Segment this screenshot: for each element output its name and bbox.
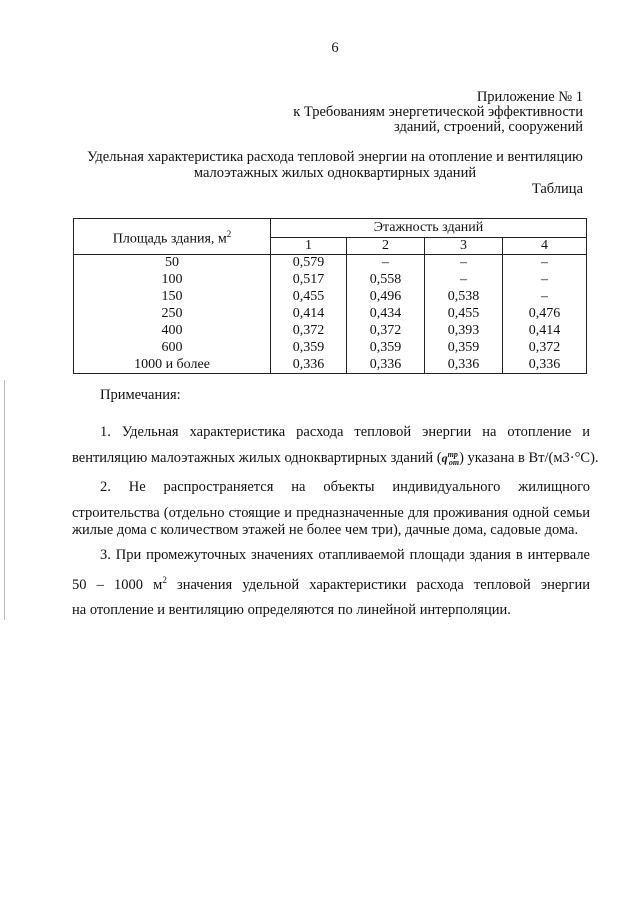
scan-edge [4,380,5,620]
area-cell: 100 [74,272,271,289]
note3-line2: 50 – 1000 $м^2$ значения удельной характеристики расхода тепловой энергии [72,575,590,593]
floor-col-3: 3 [425,238,503,255]
floor-col-4: 4 [503,238,587,255]
table-row [74,272,587,289]
floors-header: Этажность зданий [271,219,587,238]
value-cell: 0,336 [425,357,503,374]
area-cell: 150 [74,289,271,306]
appendix-line2: к Требованиям энергетической эффективности [293,104,583,120]
value-cell: – [503,289,587,306]
floor-col-2: 2 [347,238,425,255]
table-row [74,357,587,374]
area-cell: 400 [74,323,271,340]
value-cell: – [503,255,587,272]
notes-heading: Примечания: [100,387,181,403]
note2-line1: 2. Не распространяется на объекты индивидуального жилищного [100,479,590,495]
note3-line3: на отопление и вентиляцию определяются по линейной интерполяции. [72,602,511,618]
value-cell: 0,414 [503,323,587,340]
area-cell: 50 [74,255,271,272]
value-cell: – [425,255,503,272]
value-cell: 0,359 [271,340,347,357]
note2-line3: жилые дома с количеством этажей не более чем три), дачные дома, садовые дома. [72,522,579,538]
value-cell: 0,372 [503,340,587,357]
note1-line2: вентиляцию малоэтажных жилых одноквартирных зданий $(q^{тр}_{от})$ указана в Вт/(м3·°С). [72,450,599,468]
title-line2: малоэтажных жилых одноквартирных зданий [193,165,477,181]
value-cell: 0,359 [425,340,503,357]
value-cell: 0,414 [271,306,347,323]
value-cell: 0,393 [425,323,503,340]
value-cell: – [347,255,425,272]
q-symbol: $q^{тр}_{от}$ [441,450,460,468]
heat-characteristics-table [73,218,587,374]
area-cell: 250 [74,306,271,323]
value-cell: 0,538 [425,289,503,306]
value-cell: 0,359 [347,340,425,357]
value-cell: 0,455 [271,289,347,306]
appendix-line3: зданий, строений, сооружений [394,119,583,135]
value-cell: 0,336 [271,357,347,374]
value-cell: 0,496 [347,289,425,306]
area-header: Площадь здания, $м^2$ [74,219,271,255]
value-cell: 0,558 [347,272,425,289]
area-cell: 1000 и более [74,357,271,374]
area-cell: 600 [74,340,271,357]
table-label: Таблица [531,181,583,197]
floor-col-1: 1 [271,238,347,255]
note3-line1: 3. При промежуточных значениях отапливаемой площади здания в интервале [100,547,590,563]
value-cell: 0,455 [425,306,503,323]
appendix-line1: Приложение № 1 [476,89,583,105]
table-row [74,306,587,323]
value-cell: 0,434 [347,306,425,323]
value-cell: 0,372 [347,323,425,340]
note1-line1: 1. Удельная характеристика расхода тепловой энергии на отопление и [100,424,590,440]
table-row [74,255,587,272]
note2-line2: строительства (отдельно стоящие и предназначенные для проживания одной семьи [72,505,590,521]
value-cell: 0,476 [503,306,587,323]
value-cell: 0,372 [271,323,347,340]
table-row [74,340,587,357]
title-line1: Удельная характеристика расхода тепловой энергии на отопление и вентиляцию [87,149,583,165]
value-cell: – [503,272,587,289]
table-row [74,323,587,340]
value-cell: – [425,272,503,289]
page-number: 6 [331,40,339,56]
value-cell: 0,336 [503,357,587,374]
value-cell: 0,579 [271,255,347,272]
table-row [74,289,587,306]
value-cell: 0,336 [347,357,425,374]
value-cell: 0,517 [271,272,347,289]
